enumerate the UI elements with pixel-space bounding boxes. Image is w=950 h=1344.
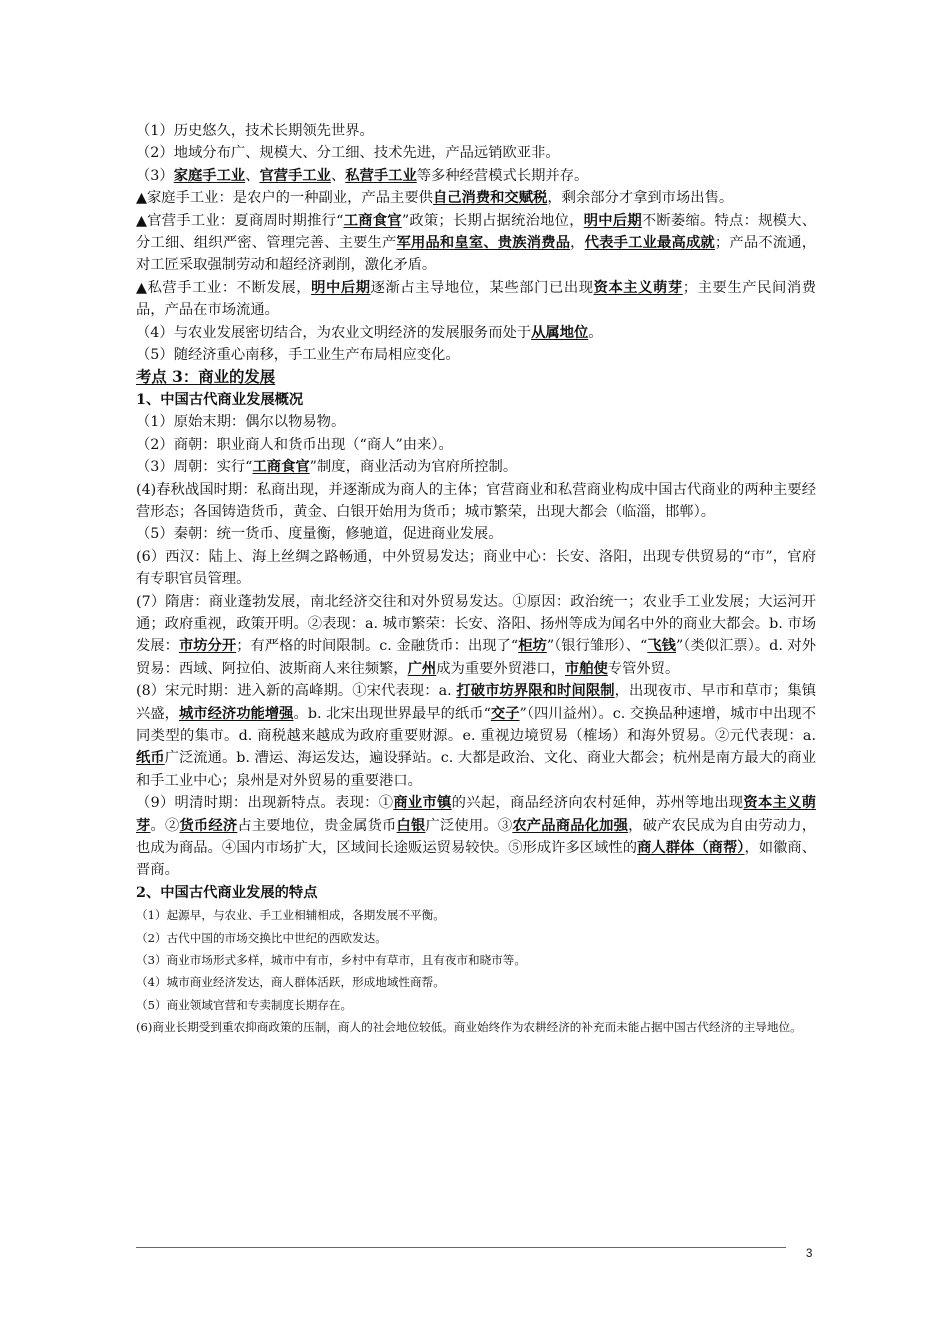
paragraph (136, 591, 816, 681)
key-term: 商人群体（商帮） (637, 840, 745, 856)
key-term: 柜坊 (518, 638, 547, 655)
key-term: 白银 (396, 817, 426, 834)
key-term: 打破市坊界限和时间限制 (456, 683, 615, 700)
key-term: 明中后期 (583, 212, 642, 229)
text: 、 (330, 167, 346, 184)
text: ；产品不流通，对工匠采取强制劳动和超经济剥削，激化矛盾。 (136, 235, 817, 274)
key-term: 市坊分开 (178, 638, 237, 655)
key-term: 从属地位 (531, 324, 589, 341)
text: （3）周朝：实行“ (136, 459, 253, 476)
text: 。b. 北宋出现世界最早的纸币“ (293, 705, 491, 722)
text: 。 (588, 324, 603, 341)
key-term: 纸币 (136, 750, 165, 767)
key-term: 自己消费和交赋税 (432, 190, 548, 207)
list-item: （3）商业市场形式多样，城市中有市，乡村中有草市，且有夜市和晓市等。 (136, 953, 526, 968)
paragraph (136, 456, 816, 478)
paragraph (136, 434, 816, 456)
key-term: 家庭手工业 (173, 167, 246, 184)
key-term: 农产品商品化加强 (512, 817, 629, 834)
text: 广泛使用。③ (425, 817, 513, 834)
text: （3） (136, 167, 174, 184)
paragraph (136, 142, 816, 164)
footer-divider (136, 1247, 786, 1248)
text: （2）地域分布广、规模大、分工细、技术先进，产品远销欧亚非。 (136, 145, 560, 162)
text: (7）隋唐：商业蓬勃发展，南北经济交往和对外贸易发达。①原因：政治统一；农业手工业发展；大运河开通；政府重视，政策开明。②表现：a. 城市繁荣：长安、洛阳、扬州等成为闻名中外的商业大都会。b. 市场发展： (136, 593, 816, 655)
paragraph (136, 411, 816, 433)
subsection-heading: 1、中国古代商业发展概况 (136, 391, 304, 408)
paragraph (136, 210, 816, 277)
text: ，破产农民成为自由劳动力，也成为商品。④国内市场扩大，区域间长途贩运贸易较快。⑤形成许多区域性的 (136, 817, 817, 856)
key-term: 工商食官 (343, 212, 402, 229)
key-term: 资本主义萌芽 (593, 279, 683, 296)
text: （1）原始末期：偶尔以物易物。 (136, 414, 346, 431)
text: （5）随经济重心南移，手工业生产布局相应变化。 (136, 347, 460, 364)
text: 占主要地位，贵金属货币 (237, 817, 397, 834)
page-number: 3 (806, 1248, 813, 1260)
paragraph (136, 792, 816, 882)
key-term: 货币经济 (179, 817, 238, 834)
text: ”（四川益州）。c. 交换品种速增，城市中出现不同类型的集市。d. 商税越来越成为政府重要财源。e. 重视边境贸易（榷场）和海外贸易。②元代表现：a. (136, 705, 816, 744)
text: ”制度，商业活动为官府所控制。 (309, 459, 518, 476)
key-term: 城市经济功能增强 (178, 705, 294, 722)
key-term: 工商食官 (252, 459, 310, 476)
list-item: （2）古代中国的市场交换比中世纪的西欧发达。 (136, 930, 387, 945)
text: 逐渐占主导地位，某些部门已出现 (370, 279, 594, 296)
text: ▲私营手工业：不断发展， (136, 279, 312, 296)
paragraph (136, 479, 816, 524)
text: (8）宋元时期：进入新的高峰期。①宋代表现：a. (136, 683, 457, 700)
paragraph (136, 120, 816, 142)
text: （5）秦朝：统一货币、度量衡，修驰道，促进商业发展。 (136, 526, 503, 543)
text: ， (570, 235, 585, 252)
paragraph (136, 165, 816, 187)
text: ，出现夜市、早市和草市；集镇兴盛， (136, 683, 817, 722)
key-term: 市舶使 (564, 660, 608, 677)
text: (6）西汉：陆上、海上丝绸之路畅通，中外贸易发达；商业中心：长安、洛阳，出现专供贸易的“市”，官府有专职官员管理。 (136, 548, 816, 588)
paragraph (136, 322, 816, 344)
list-item: （5）商业领域官营和专卖制度长期存在。 (136, 997, 353, 1012)
text: （2）商朝：职业商人和货币出现（“商人”由来）。 (136, 436, 453, 453)
text: 、 (245, 167, 260, 184)
key-term: 军用品和皇室、贵族消费品 (396, 235, 571, 252)
paragraph (136, 344, 816, 366)
features-list (136, 904, 816, 1038)
subsection-heading: 2、中国古代商业发展的特点 (136, 884, 318, 901)
paragraph (136, 187, 816, 209)
text: 的兴起，商品经济向农村延伸，苏州等地出现 (451, 795, 744, 812)
key-term: 官营手工业 (259, 167, 331, 184)
text: 。② (150, 817, 180, 834)
paragraph (136, 680, 816, 792)
text: ▲官营手工业：夏商周时期推行“ (136, 212, 344, 229)
text: （1）历史悠久，技术长期领先世界。 (136, 123, 374, 139)
key-term: 明中后期 (311, 279, 371, 296)
key-term: 交子 (490, 705, 520, 722)
text: ”政策；长期占据统治地位， (401, 212, 584, 229)
key-term: 私营手工业 (345, 167, 417, 184)
key-term: 代表手工业最高成就 (584, 235, 715, 252)
text: ；主要生产民间消费品，产品在市场流通。 (136, 279, 817, 319)
text: ”（类似汇票）。d. 对外贸易：西域、阿拉伯、波斯商人来往频繁， (136, 638, 817, 677)
key-term: 商业市镇 (393, 795, 452, 812)
key-term: 资本主义萌芽 (136, 795, 817, 834)
paragraph (136, 523, 816, 545)
paragraph (136, 546, 816, 591)
text: 不断萎缩。特点：规模大、分工细、组织严密、管理完善、主要生产 (136, 212, 816, 252)
text: (4)春秋战国时期：私商出现，并逐渐成为商人的主体；官营商业和私营商业构成中国古代商业的两种主要经营形态；各国铸造货币，黄金、白银开始用为货币；城市繁荣，出现大都会（临淄，邯郸）。 (136, 481, 816, 520)
text: ；有严格的时间限制。c. 金融货币：出现了“ (236, 638, 519, 655)
text: 专管外贸。 (607, 660, 680, 677)
text: ”（银行雏形）、“ (546, 638, 648, 655)
list-item: （1）起源早，与农业、手工业相辅相成，各期发展不平衡。 (136, 908, 445, 923)
document-body (136, 120, 816, 1039)
text: ▲家庭手工业：是农户的一种副业，产品主要供 (136, 190, 433, 207)
key-term: 广州 (407, 660, 437, 677)
key-term: 飞钱 (647, 638, 676, 655)
list-item: (6)商业长期受到重农抑商政策的压制，商人的社会地位较低。商业始终作为农耕经济的补充而未能占据中国古代经济的主导地位。 (136, 1020, 802, 1035)
text: ，剩余部分才拿到市场出售。 (547, 190, 734, 207)
text: 广泛流通。b. 漕运、海运发达，遍设驿站。c. 大都是政治、文化、商业大都会；杭州是南方最大的商业和手工业中心；泉州是对外贸易的重要港口。 (136, 750, 816, 789)
text: ，如徽商、晋商。 (136, 840, 817, 879)
paragraph (136, 277, 816, 322)
section-heading: 考点 3：商业的发展 (136, 368, 276, 387)
text: （4）与农业发展密切结合，为农业文明经济的发展服务而处于 (136, 324, 532, 341)
text: 成为重要外贸港口， (436, 660, 565, 677)
list-item: （4）城市商业经济发达，商人群体活跃，形成地域性商帮。 (136, 975, 445, 990)
text: （9）明清时期：出现新特点。表现：① (136, 795, 394, 812)
text: 等多种经营模式长期并存。 (416, 167, 589, 184)
